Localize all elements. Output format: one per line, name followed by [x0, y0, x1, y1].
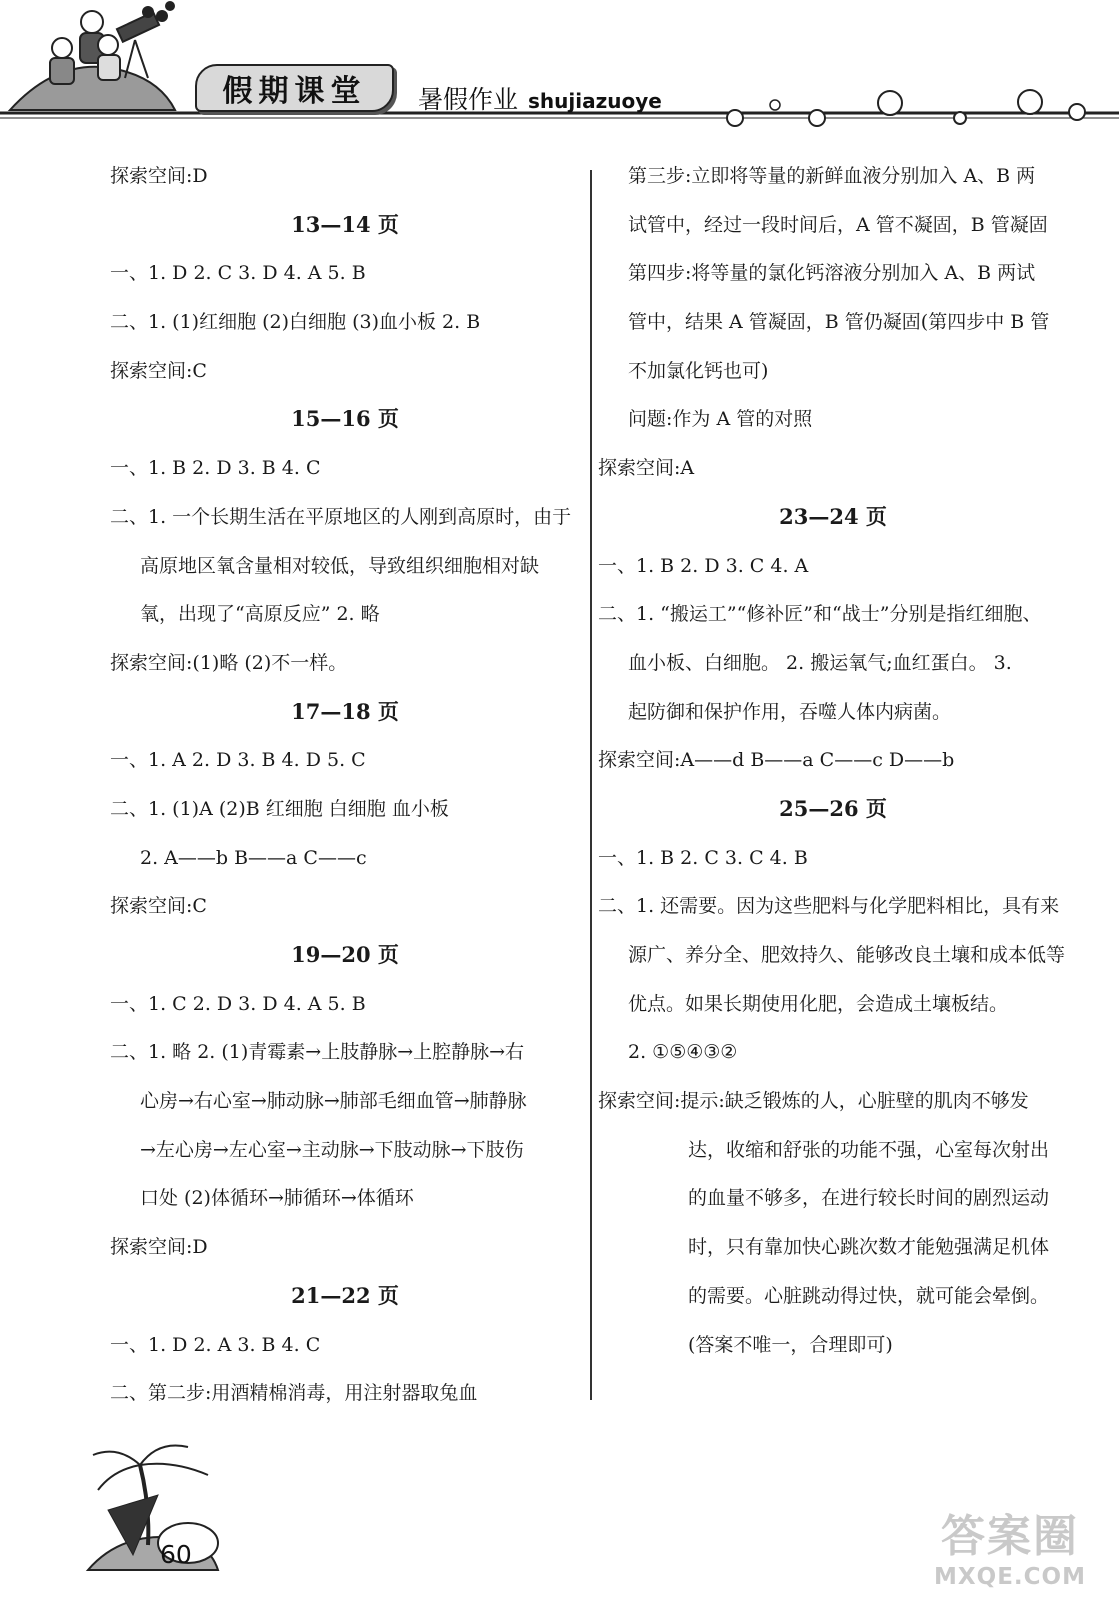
section-heading: 13—14 页: [291, 211, 399, 237]
answer-line: 起防御和保护作用，吞噬人体内病菌。: [628, 700, 952, 723]
answer-line: 一、1. B 2. D 3. B 4. C: [110, 457, 321, 480]
answer-line: 二、1. 还需要。因为这些肥料与化学肥料相比，具有来: [598, 895, 1060, 918]
page-header: [0, 0, 1119, 140]
answer-line: 二、1. “搬运工”“修补匠”和“战士”分别是指红细胞、: [598, 603, 1042, 626]
answer-line: 氧，出现了“高原反应” 2. 略: [140, 603, 380, 626]
answer-line: 2. ①⑤④③②: [628, 1041, 738, 1064]
section-heading: 19—20 页: [291, 942, 399, 967]
answer-line: 探索空间:A: [598, 457, 695, 480]
answer-line: 试管中，经过一段时间后，A 管不凝固，B 管凝固: [628, 213, 1048, 236]
answer-line: 源广、养分全、肥效持久、能够改良土壤和成本低等: [628, 944, 1066, 966]
subtitle-latin: shujiazuoye: [528, 89, 662, 113]
answer-line: 探索空间:A——d B——a C——c D——b: [598, 749, 955, 772]
answer-line: 不加氯化钙也可): [628, 359, 769, 382]
answer-line: 一、1. C 2. D 3. D 4. A 5. B: [110, 992, 366, 1015]
answer-line: 2. A——b B——a C——c: [140, 846, 367, 869]
answer-line: 一、1. D 2. C 3. D 4. A 5. B: [110, 262, 366, 285]
answer-line: 探索空间:(1)略 (2)不一样。: [110, 651, 348, 674]
answer-line: (答案不唯一，合理即可): [688, 1333, 893, 1356]
watermark: [920, 1500, 1100, 1590]
answer-line: 口处 (2)体循环→肺循环→体循环: [140, 1187, 414, 1210]
answer-line: 管中，结果 A 管凝固，B 管仍凝固(第四步中 B 管: [628, 311, 1050, 334]
answer-line: 二、1. (1)A (2)B 红细胞 白细胞 血小板: [110, 797, 449, 820]
answer-line: 一、1. B 2. C 3. C 4. B: [598, 846, 808, 869]
brand-title: 假期课堂: [195, 64, 394, 112]
answer-line: 优点。如果长期使用化肥，会造成土壤板结。: [628, 992, 1009, 1015]
watermark-text: 答案圈: [941, 1511, 1079, 1562]
answer-line: 心房→右心室→肺动脉→肺部毛细血管→肺静脉: [140, 1090, 527, 1113]
answer-line: 第四步:将等量的氯化钙溶液分别加入 A、B 两试: [628, 262, 1036, 285]
header-illustration: [0, 0, 1119, 140]
answer-line: →左心房→左心室→主动脉→下肢动脉→下肢伤: [140, 1138, 524, 1161]
answer-line: 二、1. 一个长期生活在平原地区的人刚到高原时，由于: [110, 505, 572, 528]
answer-line: 一、1. A 2. D 3. B 4. D 5. C: [110, 749, 366, 772]
answer-line: 问题:作为 A 管的对照: [628, 408, 813, 431]
answer-line: 探索空间:D: [110, 1236, 208, 1259]
answer-line: 一、1. D 2. A 3. B 4. C: [110, 1333, 321, 1356]
subtitle-cn: 暑假作业: [418, 85, 519, 114]
right-column: [598, 152, 1068, 1369]
answer-line: 时，只有靠加快心跳次数才能勉强满足机体: [688, 1236, 1050, 1259]
answer-line: 二、第二步:用酒精棉消毒，用注射器取兔血: [110, 1382, 478, 1405]
section-heading: 17—18 页: [291, 698, 399, 724]
answer-line: 二、1. 略 2. (1)青霉素→上肢静脉→上腔静脉→右: [110, 1041, 525, 1064]
header-subtitle: [418, 80, 662, 116]
section-heading: 15—16 页: [291, 406, 399, 432]
answer-line: 达，收缩和舒张的功能不强，心室每次射出: [688, 1138, 1050, 1161]
section-heading: 25—26 页: [779, 795, 887, 821]
answer-line: 血小板、白细胞。 2. 搬运氧气;血红蛋白。 3.: [628, 651, 1012, 674]
page-number: 60: [160, 1540, 192, 1569]
answer-line: 高原地区氧含量相对较低，导致组织细胞相对缺: [140, 554, 540, 577]
answer-line: 的血量不够多，在进行较长时间的剧烈运动: [688, 1187, 1050, 1210]
answer-line: 的需要。心脏跳动得过快，就可能会晕倒。: [688, 1284, 1050, 1307]
section-heading: 21—22 页: [291, 1282, 399, 1308]
answer-line: 二、1. (1)红细胞 (2)白细胞 (3)血小板 2. B: [110, 311, 481, 334]
answer-line: 探索空间:D: [110, 165, 208, 187]
answer-line: 一、1. B 2. D 3. C 4. A: [598, 554, 809, 577]
answer-line: 第三步:立即将等量的新鲜血液分别加入 A、B 两: [628, 165, 1036, 187]
answer-line: 探索空间:提示:缺乏锻炼的人，心脏壁的肌肉不够发: [598, 1090, 1029, 1113]
answer-line: 探索空间:C: [110, 895, 207, 918]
watermark-url: MXQE.COM: [934, 1564, 1086, 1590]
palm-island-illustration: [78, 1425, 228, 1575]
section-heading: 23—24 页: [779, 503, 887, 529]
left-column: [110, 152, 580, 1418]
answer-line: 探索空间:C: [110, 359, 207, 382]
column-divider: [590, 170, 592, 1400]
